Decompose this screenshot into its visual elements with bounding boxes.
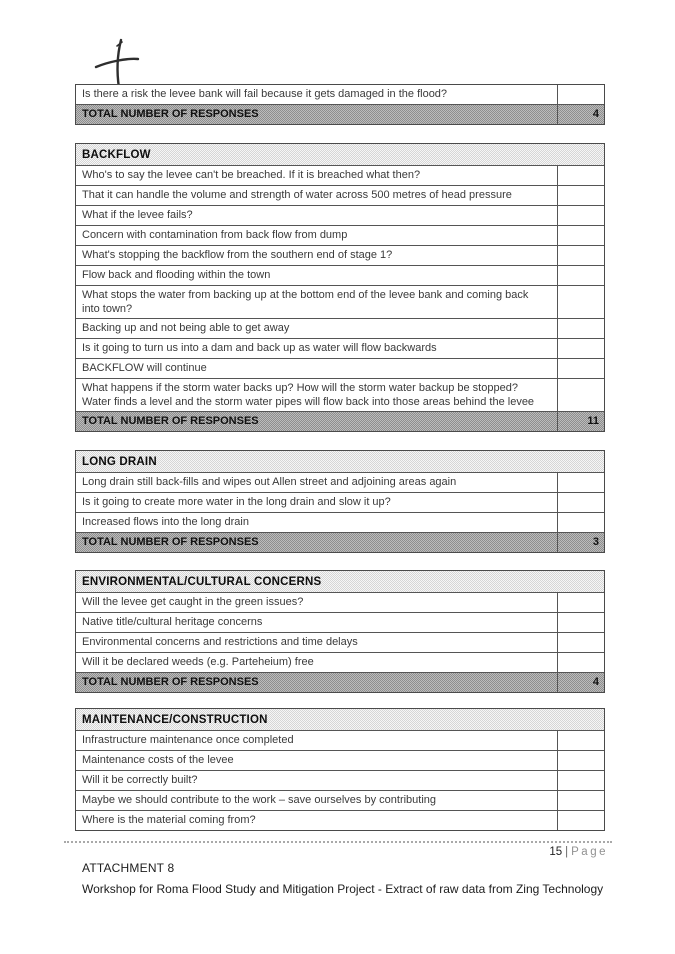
total-row [76,532,604,552]
row-text-cell: Is it going to turn us into a dam and back up as water will flow backwards [82,342,437,354]
row-value-cell [557,339,604,358]
table-continued [75,84,605,125]
table-row [76,592,604,612]
row-value-cell [557,513,604,532]
row-value-cell [557,771,604,790]
row-value-cell [557,246,604,265]
table-row [76,770,604,790]
row-value-cell [557,206,604,225]
row-text-cell: Will it be correctly built? [82,774,198,786]
row-value-cell [557,286,604,318]
row-value-cell [557,633,604,652]
row-value-cell [557,186,604,205]
table-row [76,205,604,225]
row-text-cell: Will the levee get caught in the green issues? [82,596,304,608]
row-value-cell [557,731,604,750]
row-text-cell: Is there a risk the levee bank will fail because it gets damaged in the flood? [82,88,448,100]
footer-divider [64,841,612,843]
table-row [76,612,604,632]
total-label: TOTAL NUMBER OF RESPONSES [82,108,259,120]
row-text-cell: BACKFLOW will continue [82,362,207,374]
total-row [76,672,604,692]
row-text-cell: What if the levee fails? [82,209,193,221]
row-text-cell: Concern with contamination from back flow from dump [82,229,348,241]
page-number-pipe: | [565,846,569,858]
table-row [76,790,604,810]
row-text-cell: Flow back and flooding within the town [82,269,271,281]
row-value-cell [557,226,604,245]
total-label: TOTAL NUMBER OF RESPONSES [82,676,259,688]
table-row [76,265,604,285]
row-text-cell: What's stopping the backflow from the southern end of stage 1? [82,249,393,261]
row-value-cell [557,379,604,411]
row-text-cell: What stops the water from backing up at the bottom end of the levee bank and coming back into town? [82,289,529,315]
section-header-backflow: BACKFLOW [76,144,604,165]
table-row [76,652,604,672]
table-row [76,225,604,245]
table-row [76,85,604,104]
row-text-cell: Backing up and not being able to get away [82,322,290,334]
row-value-cell [557,811,604,830]
row-value-cell [557,653,604,672]
total-value: 4 [557,673,604,692]
total-value: 3 [557,533,604,552]
workshop-footer-line: Workshop for Roma Flood Study and Mitigation Project - Extract of raw data from Zing Technology [82,882,604,896]
row-value-cell [557,593,604,612]
total-label: TOTAL NUMBER OF RESPONSES [82,536,259,548]
table-row [76,285,604,318]
row-text-cell: Environmental concerns and restrictions and time delays [82,636,358,648]
row-text-cell: Will it be declared weeds (e.g. Parteheium) free [82,656,314,668]
row-value-cell [557,613,604,632]
table-row [76,318,604,338]
row-text-cell: What happens if the storm water backs up? How will the storm water backup be stopped? Water finds a level and the storm water pipes will flow back into those areas behind the levee [82,382,535,408]
row-value-cell [557,359,604,378]
row-value-cell [557,166,604,185]
total-row [76,104,604,124]
row-value-cell [557,751,604,770]
row-text-cell: Maybe we should contribute to the work – save ourselves by contributing [82,794,437,806]
table-row [76,730,604,750]
page-word: Page [571,846,608,858]
table-row [76,378,604,411]
total-row [76,411,604,431]
section-header-long-drain: LONG DRAIN [76,451,604,472]
section-header-maintenance: MAINTENANCE/CONSTRUCTION [76,709,604,730]
attachment-label: ATTACHMENT 8 [82,861,175,875]
row-value-cell [557,319,604,338]
table-row [76,492,604,512]
page-number-value: 15 [549,846,563,858]
table-row [76,472,604,492]
table-row [76,358,604,378]
row-value-cell [557,266,604,285]
table-backflow [75,143,605,432]
row-text-cell: That it can handle the volume and strength of water across 500 metres of head pressure [82,189,512,201]
row-text-cell: Is it going to create more water in the long drain and slow it up? [82,496,391,508]
table-maintenance-construction [75,708,605,831]
row-value-cell [557,85,604,104]
row-text-cell: Who's to say the levee can't be breached. If it is breached what then? [82,169,421,181]
table-row [76,512,604,532]
table-row [76,632,604,652]
table-long-drain [75,450,605,553]
table-row [76,185,604,205]
row-value-cell [557,473,604,492]
table-row [76,245,604,265]
row-text-cell: Increased flows into the long drain [82,516,249,528]
page-number [549,846,608,858]
total-value: 4 [557,105,604,124]
total-label: TOTAL NUMBER OF RESPONSES [82,415,259,427]
row-text-cell: Native title/cultural heritage concerns [82,616,263,628]
total-value: 11 [557,412,604,431]
row-text-cell: Long drain still back-fills and wipes out Allen street and adjoining areas again [82,476,457,488]
row-text-cell: Where is the material coming from? [82,814,256,826]
table-row [76,750,604,770]
row-value-cell [557,493,604,512]
row-value-cell [557,791,604,810]
table-row [76,338,604,358]
table-row [76,810,604,830]
section-header-environmental: ENVIRONMENTAL/CULTURAL CONCERNS [76,571,604,592]
row-text-cell: Infrastructure maintenance once completed [82,734,294,746]
table-environmental-cultural [75,570,605,693]
row-text-cell: Maintenance costs of the levee [82,754,234,766]
table-row [76,165,604,185]
